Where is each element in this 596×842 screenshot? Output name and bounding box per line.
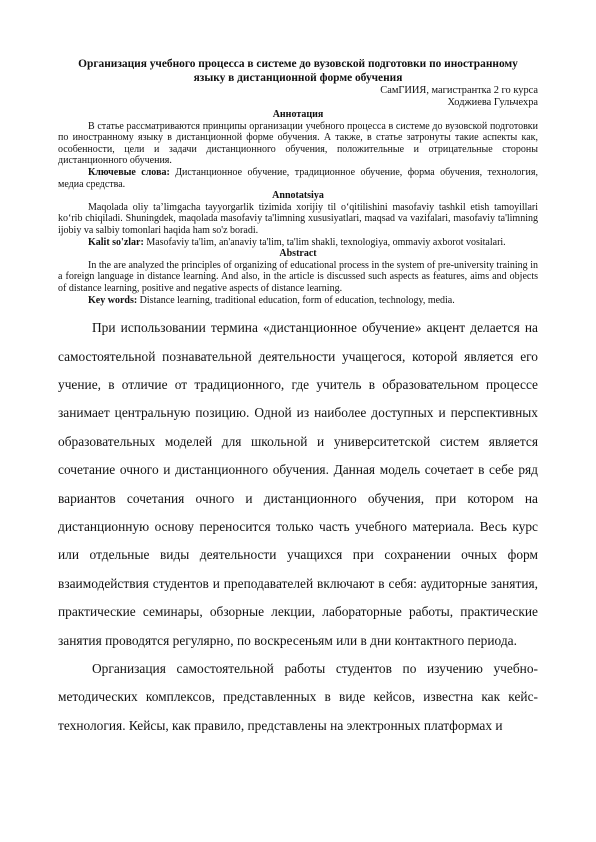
abstract-ru-text: В статье рассматриваются принципы организации учебного процесса в системе до вузовской подготовки по иностранному языку в дистанционной форме обучения. А также, в статье затронуты такие аспекты как, особенности, цели и задачи дистанционного обучения, положительные и отрицательные стороны дистанционного обучения. — [58, 120, 538, 167]
keywords-ru-value: Дистанционное обучение, традиционное обучение, форма обучения, технология, медиа средства. — [58, 166, 538, 190]
abstract-uz-keywords — [58, 237, 538, 249]
body-paragraph-2: Организация самостоятельной работы студентов по изучению учебно-методических комплексов, представленных в виде кейсов, известна как кейс-технология. Кейсы, как правило, представлены на электронных платформах и — [58, 660, 538, 733]
abstract-uz-heading: Annotatsiya — [272, 190, 324, 202]
keywords-en-value: Distance learning, traditional education, form of education, technology, media. — [137, 294, 455, 306]
author-affiliation: СамГИИЯ, магистрантка 2 го курса — [380, 85, 538, 96]
abstract-en-keywords — [58, 295, 538, 307]
author-name: Ходжиева Гульчехра — [447, 97, 538, 108]
abstract-en-text: In the are analyzed the principles of organizing of educational process in the system of pre-university training in a foreign language in distance learning. And also, in the article is discussed such aspects as features, aims and objects of distance learning, positive and negative aspects of distance learning. — [58, 259, 538, 294]
body-paragraph-1: При использовании термина «дистанционное обучение» акцент делается на самостоятельной познавательной деятельности учащегося, которой является его учение, в отличие от традиционного, где учитель в образовательном процессе занимает центральную позицию. Одной из наиболее доступных и перспективных образовательных моделей для школьной и университетской систем является сочетание очного и дистанционного обучения. Данная модель сочетает в себе ряд вариантов сочетания очного и дистанционного обучения, при котором на дистанционную основу переносится только часть учебного материала. Весь курс или отдельные виды деятельности учащихся при сохранении очных форм взаимодействия студентов и преподавателей включают в себя: аудиторные занятия, практические семинары, обзорные лекции, лабораторные работы, практические занятия проводятся регулярно, по воскресеньям или в дни контактного периода. — [58, 320, 538, 648]
section-spacer — [58, 306, 538, 314]
keywords-ru-label: Ключевые слова: — [88, 166, 170, 178]
abstract-ru-heading: Аннотация — [272, 109, 324, 120]
keywords-uz-label: Kalit so'zlar: — [88, 236, 144, 248]
article-title: Организация учебного процесса в системе до вузовской подготовки по иностранному языку в дистанционной форме обучения — [78, 58, 518, 84]
keywords-en-label: Key words: — [88, 294, 138, 306]
abstract-en-heading: Abstract — [279, 248, 317, 260]
abstract-ru-keywords — [58, 167, 538, 190]
keywords-uz-value: Masofaviy ta'lim, an'anaviy ta'lim, ta'lim shakli, texnologiya, ommaviy axborot vositalari. — [143, 236, 506, 248]
abstract-uz-text: Maqolada oliy ta’limgacha tayyorgarlik tizimida xorijiy til o‘qitilishini masofaviy tashkil etish tamoyillari ko‘rib chiqiladi. Shuningdek, maqolada masofaviy ta'limning xususiyatlari, maqsad va vazifalari, masofaviy ta'limning ijobiy va salbiy tomonlari haqida ham so'z boradi. — [58, 201, 538, 236]
